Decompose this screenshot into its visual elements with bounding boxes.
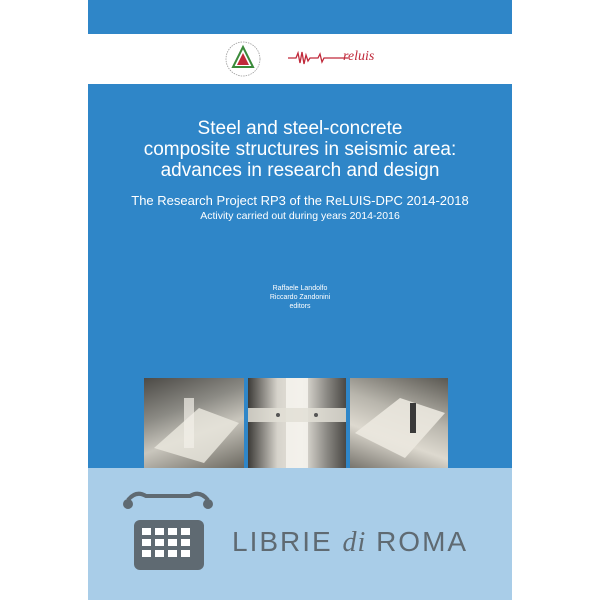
- title-line-1: Steel and steel-concrete: [197, 118, 403, 139]
- cover-photo-steel-joint: [144, 378, 244, 468]
- title-line-2: composite structures in seismic area:: [143, 139, 457, 160]
- civil-protection-logo-icon: [223, 39, 263, 79]
- cover-photo-composite-slab: [350, 378, 448, 468]
- cover-photo-beam-column: [248, 378, 346, 468]
- editor-name: Riccardo Zandonini: [269, 294, 331, 301]
- cover-top-band: [88, 0, 512, 34]
- cover-photos: [144, 378, 448, 468]
- cover-activity: Activity carried out during years 2014-2016: [200, 210, 400, 222]
- typewriter-icon: [118, 490, 218, 580]
- editors-block: [88, 284, 512, 311]
- reluis-logo-text: reluis: [343, 49, 375, 64]
- watermark-word-part: LIBR: [232, 526, 303, 557]
- libreria-watermark: [0, 488, 600, 598]
- reluis-logo: [288, 44, 418, 72]
- watermark-di: di: [342, 527, 367, 558]
- title-line-3: advances in research and design: [160, 160, 440, 181]
- logo-band: [88, 34, 512, 84]
- watermark-word-part: IE: [302, 526, 333, 557]
- cover-title-block: [88, 118, 512, 223]
- watermark-text: [232, 526, 468, 559]
- watermark-word-part: ROMA: [376, 526, 469, 557]
- cover-subtitle: The Research Project RP3 of the ReLUIS-DPC 2014-2018: [131, 193, 469, 208]
- editor-name: Raffaele Landolfo: [272, 285, 328, 292]
- editors-label: editors: [289, 303, 311, 310]
- seismograph-icon: [288, 50, 348, 66]
